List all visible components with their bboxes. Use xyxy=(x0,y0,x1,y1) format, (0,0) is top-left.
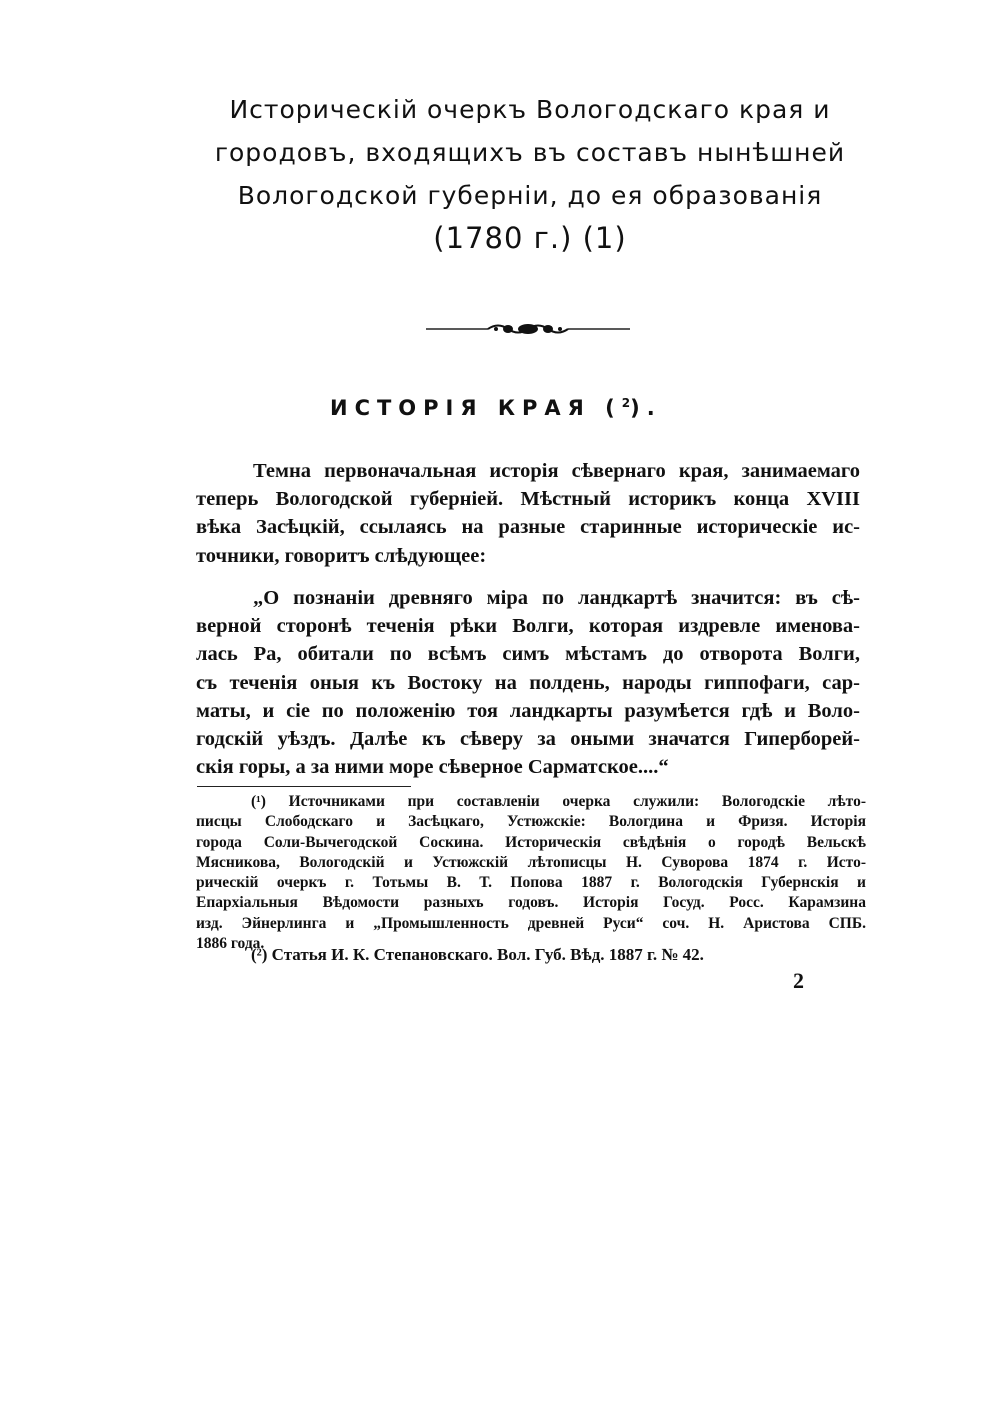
text-line: Темна первоначальная исторія сѣвернаго края, занимаемаго xyxy=(253,460,860,482)
title-line: городовъ, входящихъ въ составъ нынѣшней xyxy=(214,138,846,167)
text-line: скія горы, а за ними море сѣверное Сарматское....“ xyxy=(196,756,669,779)
footnote-line: Мясникова, Вологодскій и Устюжскій лѣтописцы Н. Суворова 1874 г. Исто- xyxy=(196,853,866,871)
footnote-ref: ($^2$) xyxy=(605,396,647,420)
footnote-2 xyxy=(196,943,866,967)
footnote-line: (²) Статья И. К. Степановскаго. Вол. Губ. Вѣд. 1887 г. № 42. xyxy=(251,945,704,964)
text-line: маты, и сіе по положенію тоя ландкарты разумѣется гдѣ и Воло- xyxy=(196,699,860,722)
ornament-divider-icon xyxy=(426,321,630,337)
text-line: годскій уѣздъ. Далѣе къ сѣверу за оными значатся Гиперборей- xyxy=(196,728,860,751)
section-heading xyxy=(330,396,750,420)
footnote-line: рическій очеркъ г. Тотьмы В. Т. Попова 1887 г. Вологодскія Губернскія и xyxy=(196,874,866,892)
title-line: (1780 г.) (1) xyxy=(433,221,627,255)
footnote-line: изд. Эйнерлинга и „Промышленность древней Руси“ соч. Н. Аристова СПБ. xyxy=(196,914,866,932)
text-line: лась Ра, обитали по всѣмъ симъ мѣстамъ до отворота Волги, xyxy=(196,643,860,666)
section-heading-text: ИСТОРІЯ КРАЯ xyxy=(330,396,591,420)
footnote-line: города Соли-Вычегодской Соскина. Историческія свѣдѣнія о городѣ Вельскѣ xyxy=(196,833,866,851)
text-line: „О познаніи древняго міра по ландкартѣ значится: въ сѣ- xyxy=(253,587,860,609)
text-line: вѣка Засѣцкій, ссылаясь на разные старинные историческіе ис- xyxy=(196,516,860,539)
title-line: Вологодской губерніи, до ея образованія xyxy=(237,181,823,210)
text-line: съ теченія оныя къ Востоку на полдень, народы гиппофаги, сар- xyxy=(196,671,860,694)
document-title xyxy=(150,88,910,260)
paragraph-intro xyxy=(196,457,860,570)
footnote-line: (¹) Источниками при составленіи очерка служили: Вологодскіе лѣто- xyxy=(251,793,866,810)
text-line: теперь Вологодской губерніей. Мѣстный историкъ конца XVIII xyxy=(196,488,860,511)
footnote-line: Епархіальныя Вѣдомости разныхъ годовъ. Исторія Госуд. Росс. Карамзина xyxy=(196,894,866,912)
footnote-line: 1886 года. xyxy=(196,935,265,953)
footnote-divider xyxy=(197,786,411,787)
page-number: 2 xyxy=(793,968,804,993)
footnote-1 xyxy=(196,792,866,954)
text-line: точники, говоритъ слѣдующее: xyxy=(196,544,487,567)
heading-suffix: . xyxy=(646,396,662,420)
title-line: Историческій очеркъ Вологодскаго края и xyxy=(229,95,831,124)
footnote-line: писцы Слободскаго и Засѣцкаго, Устюжскіе: Вологдина и Фризя. Исторія xyxy=(196,813,866,831)
paragraph-quote xyxy=(196,584,860,781)
text-line: верной сторонѣ теченія рѣки Волги, которая издревле именова- xyxy=(196,615,860,638)
